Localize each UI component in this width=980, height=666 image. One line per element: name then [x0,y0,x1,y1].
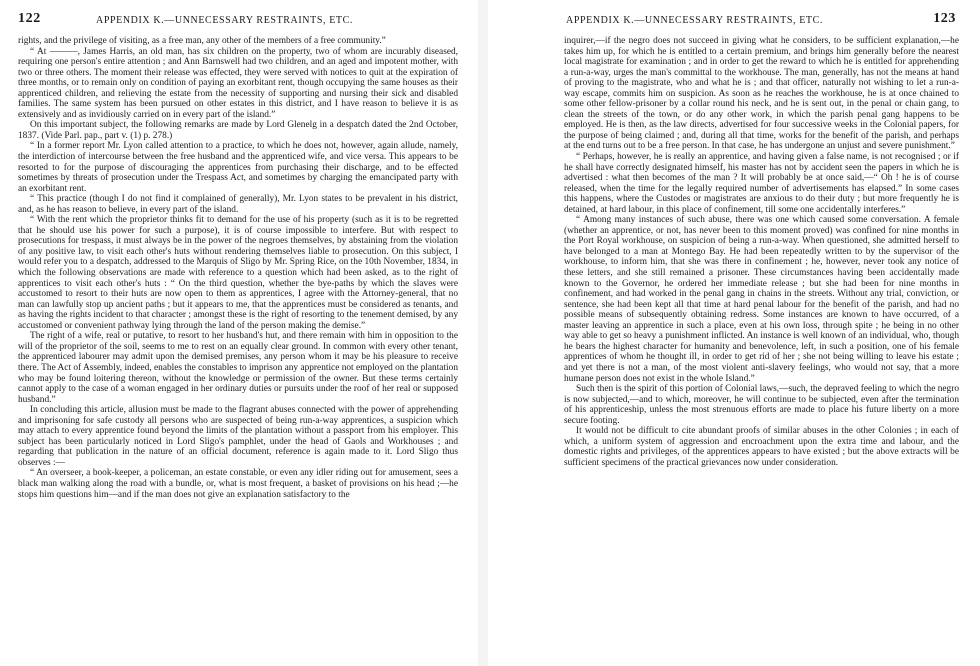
paragraph: rights, and the privilege of visiting, as a free man, any other of the members of a free community.” [18,36,386,46]
right-running-head: APPENDIX K.—UNNECESSARY RESTRAINTS, ETC. [566,15,823,26]
right-page-number: 123 [933,11,956,26]
paragraph: “ This practice (though I do not find it complained of generally), Mr. Lyon states to be prevalent in his district, and, as he has reason to believe, in every part of the island. [18,194,458,215]
paragraph: “ At ———, James Harris, an old man, has six children on the property, two of whom are incurably diseased, requiring one person's entire attention ; and Ann Barnswell had two children, and an aged and impotent mother, with two or three others. The moment their release was effected, they were served with notices to quit at the expiration of three months, or to remain only on condition of paying an exorbitant rent, though occupying the same houses as their apprenticed children, and relieving the estate from the necessity of supporting and nursing their sick and disabled families. The same system has been pursued on other estates in this district, and I have reason to believe it is as extensively and as invidiously carried on in every part of the island.” [18,46,458,120]
right-page [488,0,980,666]
right-page-body [564,36,959,468]
left-page-number: 122 [18,11,41,26]
paragraph: “ In a former report Mr. Lyon called attention to a practice, to which he does not, however, again allude, namely, the interdiction of intercourse between the free husband and the apprenticed wife, and vice versa. This appears to be resorted to for the purpose of discouraging the apprentices from purchasing their discharge, and to be effected sometimes by threats of prosecution under the Trespass Act, and sometimes by charging the emancipated party with an exorbitant rent. [18,141,458,194]
paragraph: On this important subject, the following remarks are made by Lord Glenelg in a despatch dated the 2nd October, 1837. (Vide Parl. pap., part v. (1) p. 278.) [18,120,458,141]
paragraph: In concluding this article, allusion must be made to the flagrant abuses connected with the power of apprehending and imprisoning for safe custody all persons who are suspected of being run-a-way apprentices, a suspicion which may attach to every apprentice found beyond the limits of the plantation without a passport from his employer. This subject has been particularly noticed in Lord Sligo's pamphlet, under the head of Gaols and Workhouses ; and regarding that publication in the nature of an official document, reference is again made to it. Lord Sligo thus observes :— [18,405,458,468]
paragraph: inquirer,—if the negro does not succeed in giving what he considers, to be sufficient explanation,—he takes him up, for which he is entitled to a certain premium, and brings him generally before the nearest local magistrate for examination ; and in order to get the reward to which he is entitled for apprehending a run-a-way, urges the man's committal to the workhouse. The man, generally, has not the means at hand of proving to the magistrate, who and what he is ; and that officer, naturally not wishing to let a run-a-way escape, commits him on suspicion. As soon as he reaches the workhouse, he is at once chained to some other fellow-prisoner by a collar round his neck, and he is sent out, in the penal or chain gang, to clean the streets of the town, or do any other work, in which the parish penal gang happens to be employed. He is then, as the law directs, advertised for four successive weeks in the Colonial papers, for the purpose of being claimed ; and, during all that time, works for the benefit of the parish, and perhaps at the end turns out to be a free person. In that case, he has undergone an unjust and severe punishment.” [564,36,959,152]
paragraph: Such then is the spirit of this portion of Colonial laws,—such, the depraved feeling to which the negro is now subjected,—and to which, moreover, he will continue to be subjected, even after the termination of his apprenticeship, unless the most strenuous efforts are made to place his future liberty on a more secure footing. [564,384,959,426]
paragraph: “ With the rent which the proprietor thinks fit to demand for the use of his property (such as it is to be regretted that he should use his power for such a purpose), it is of course impossible to interfere. But with respect to prosecutions for trespass, it must always be in the power of the negroes themselves, by abstaining from the violation of any positive law, to visit each other's huts without rendering themselves liable to prosecution. On this subject, I would refer you to a despatch, addressed to the Marquis of Sligo by Mr. Spring Rice, on the 10th November, 1834, in which the following observations are made with reference to a question which had been asked, as to the right of apprentices to visit each other's huts : “ On the third question, whether the bye-paths by which the slaves were accustomed to resort to their huts are now open to them as apprentices, I agree with the Attorney-general, that no man can lawfully stop up ancient paths ; but it appears to me, that the apprentices must be considered as tenants, and as having the rights incident to that character ; amongst these is the right of resorting to the tenement demised, by any accustomed or convenient pathway lying through the land of the person making the demise.” [18,215,458,331]
left-running-head: APPENDIX K.—UNNECESSARY RESTRAINTS, ETC. [96,15,353,26]
left-page-body [18,36,458,500]
right-running-header [488,11,980,30]
left-page [0,0,478,666]
paragraph: The right of a wife, real or putative, to resort to her husband's hut, and there remain with him in opposition to the will of the proprietor of the soil, seems to me to rest on an equally clear ground. In common with every other tenant, the apprenticed labourer may admit upon the demised premises, any person whom it may be his pleasure to receive there. The Act of Assembly, indeed, enables the constables to imprison any apprentice not employed on the plantation who may be found loitering thereon, without the knowledge or permission of the owner. But these terms certainly cannot apply to the case of a woman engaged in her ordinary duties or pursuits under the roof of her real or supposed husband.” [18,331,458,405]
paragraph: “ Perhaps, however, he is really an apprentice, and having given a false name, is not recognised ; or if he shall have correctly designated himself, his master has not by accident seen the papers in which he is advertised : what then becomes of the man ? It will probably be at once said,—“ Oh ! he is of course released, when the time for the legally required number of advertisements has elapsed.” In some cases this happens, where the Custodes or magistrates are anxious to do their duty ; but more frequently he is detained, at hard labour, in this place of confinement, till some one accidentally interferes.” [564,152,959,215]
paragraph: “ Among many instances of such abuse, there was one which caused some conversation. A female (whether an apprentice, or not, has never been to this moment proved) was confined for nine months in the Port Royal workhouse, on suspicion of being a run-a-way. When questioned, she admitted herself to have belonged to a man at Montego Bay. He had been repeatedly written to by the supervisor of the workhouse, to inform him, that she was there in confinement ; he, however, never took any notice of these letters, and she still remained a prisoner. These circumstances having been accidentally made known to the Governor, he ordered her immediate release ; but she had been for nine months in confinement, and had worked in the penal gang in chains in the streets. Without any trial, conviction, or sentence, she had been kept all that time at hard penal labour for the benefit of the parish, and had no possible means of subsequently obtaining redress. Some instances are known to have occurred, of a master leaving an apprentice in such a place, even at his own loss, through spite ; he being in no other way able to get so heavy a punishment inflicted. An instance is well known of an individual, who, though he bears the highest character for humanity and benevolence, left, in such a position, one of his female apprentices of whom he thought ill, in order to get rid of her ; she not being willing to leave his estate ; and yet there is not a man, of the most violent anti-slavery feelings, who would not say, that a more humane person does not exist in the whole Island.” [564,215,959,384]
left-running-header [0,11,478,30]
paragraph: “ An overseer, a book-keeper, a policeman, an estate constable, or even any idler riding out for amusement, sees a black man walking along the road with a bundle, or, what is most frequent, a basket of provisions on his head ;—he stops him questions him—and if the man does not give an explanation satisfactory to the [18,468,458,500]
book-gutter [478,0,488,666]
paragraph: It would not be difficult to cite abundant proofs of similar abuses in the other Colonies ; in each of which, a uniform system of aggression and encroachment upon the extra time and labour, and the domestic rights and privileges, of the apprentices appears to have existed ; but the above extracts will be sufficient specimens of the practical grievances now under consideration. [564,426,959,468]
